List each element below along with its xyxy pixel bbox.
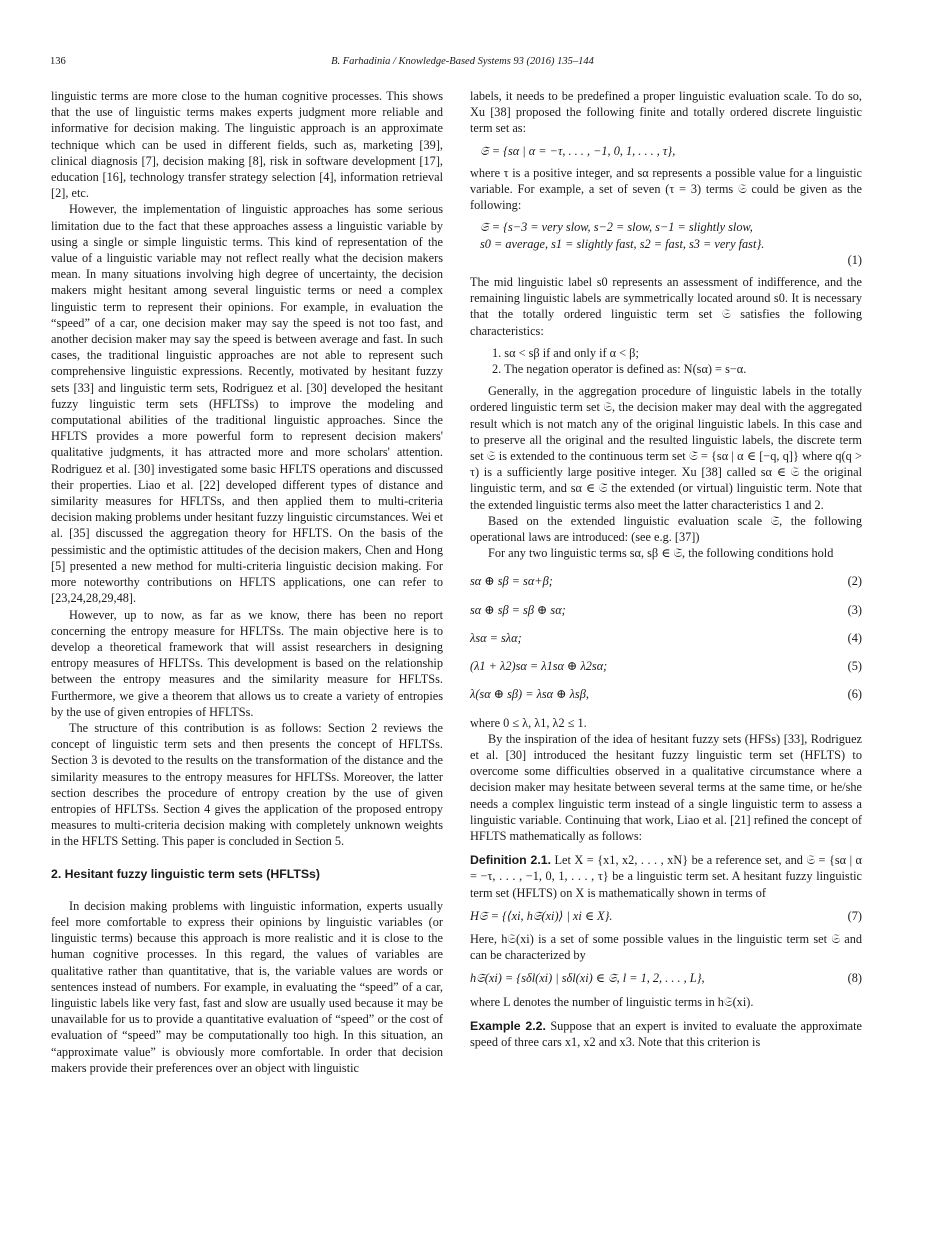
example [470, 1018, 862, 1050]
paragraph: Here, h𝔖(xi) is a set of some possible values in the linguistic term set 𝔖 and can be characterized by [470, 931, 862, 963]
definition [470, 852, 862, 901]
equation-number: (3) [847, 602, 862, 617]
equation-number: (8) [847, 971, 862, 986]
equation-number: (6) [847, 687, 862, 702]
equation-number: (4) [847, 630, 862, 645]
equation-number: (2) [847, 574, 862, 589]
equation-3 [470, 602, 862, 618]
paragraph: Based on the extended linguistic evaluation scale 𝔖̄, the following operational laws are introduced: (see e.g. [37]) [470, 513, 862, 545]
equation-8 [470, 970, 862, 986]
paragraph: By the inspiration of the idea of hesitant fuzzy sets (HFSs) [33], Rodriguez et al. [30] introduced the hesitant fuzzy linguistic term set (HFLTS) to overcome some difficulties observed in a qualitative circumstance where a decision maker may hesitate between several terms at the same time, or he/she needs a complex linguistic term instead of a single linguistic term to assess a linguistic variable. Continuing that work, Liao et al. [21] refined the concept of HFLTS mathematically as follows: [470, 731, 862, 843]
paragraph: where 0 ≤ λ, λ1, λ2 ≤ 1. [470, 715, 587, 730]
equation-7 [470, 908, 862, 924]
paragraph: labels, it needs to be predefined a proper linguistic evaluation scale. To do so, Xu [38] proposed the following finite and totally ordered discrete linguistic term set as: [470, 89, 862, 136]
paragraph: linguistic terms are more close to the human cognitive processes. This shows that the use of linguistic terms makes experts judgment more reliable and informative for decision making. The linguistic approach is an approximate technique which can be used in different fields, such as, marketing [39], clinical diagnosis [7], decision making [8], risk in software development [17], education [16], technology transfer strategy selection [4], information retrieval [2], etc. [51, 89, 443, 201]
paragraph: However, up to now, as far as we know, there has been no report concerning the entropy measure for HFLTSs. The main objective here is to develop a theoretical framework that will assist researchers in designing entropy measures of HFLTSs. This development is based on the relationship between the entropy measures and the similarity measure for HFLTSs. Furthermore, we give a theorem that allows us to create a variety of entropies by the use of given entropies of HFLTSs. [51, 607, 443, 719]
section-heading: 2. Hesitant fuzzy linguistic term sets (HFLTSs) [51, 866, 320, 881]
list-item: 2. The negation operator is defined as: N(sα) = s−α. [492, 362, 747, 377]
equation-1 [480, 219, 862, 268]
equation-term-set: 𝔖 = {sα | α = −τ, . . . , −1, 0, 1, . . . , τ}, [480, 143, 676, 158]
paragraph: For any two linguistic terms sα, sβ ∈ 𝔖̄, the following conditions hold [488, 546, 834, 561]
equation-line: 𝔖 = {s−3 = very slow, s−2 = slow, s−1 = slightly slow, [480, 220, 753, 235]
definition-text: Let X = {x1, x2, . . . , xN} be a reference set, and 𝔖 = {sα | α = −τ, . . . , −1, 0, 1, . . . , τ} be a linguistic term set. A hesitant fuzzy linguistic term set (HFLTS) on X is mathematically shown in terms of [470, 853, 862, 900]
list-item: 1. sα < sβ if and only if α < β; [492, 345, 639, 360]
equation-4 [470, 630, 862, 646]
paragraph: where τ is a positive integer, and sα represents a possible value for a linguistic variable. For example, a set of seven (τ = 3) terms 𝔖 could be given as the following: [470, 165, 862, 213]
equation-expr: sα ⊕ sβ = sα+β; [470, 574, 553, 589]
example-text: Suppose that an expert is invited to evaluate the approximate speed of three cars x1, x2 and x3. Note that this criterion is [470, 1018, 862, 1049]
characteristics-list [470, 345, 862, 377]
paragraph: where L denotes the number of linguistic terms in h𝔖(xi). [470, 994, 754, 1009]
equation-line: s0 = average, s1 = slightly fast, s2 = fast, s3 = very fast}. [480, 236, 765, 251]
paragraph: Generally, in the aggregation procedure of linguistic labels in the totally ordered linguistic term set 𝔖, the decision maker may deal with the aggregated result which is not match any of the original linguistic labels. In this case and to preserve all the original and the resulted linguistic labels, the discrete term set 𝔖 is extended to the continuous term set 𝔖̄ = {sα | α ∈ [−q, q]} where q(q > τ) is a sufficiently large positive integer. Xu [38] called sα ∈ 𝔖 the original linguistic term, and sα ∈ 𝔖̄ the extended (or virtual) linguistic term. Note that the extended linguistic terms also meet the latter characteristics 1 and 2. [470, 384, 862, 512]
equation-expr: H𝔖 = {⟨xi, h𝔖(xi)⟩ | xi ∈ X}. [470, 908, 613, 923]
left-column [51, 88, 443, 1076]
equation-number: (1) [847, 252, 862, 267]
paragraph: In decision making problems with linguistic information, experts usually feel more comfortable to express their opinions by linguistic variables (or linguistic terms) because this approach is more realistic and it is close to the human cognitive processes. In this regard, the values of variables are qualitative rather than quantitative, that is, the variable values are words or sentences instead of numbers. For example, in evaluating the “speed” of a car, linguistic labels like very fast, fast and slow are usually used because it may be unavailable for us to provide a quantitative evaluation of “speed” or the cost of evaluation of “speed” may be computationally too high. In this situation, an “approximate value” is obviously more comfortable. In order that decision makers provide their preferences over an object with linguistic [51, 898, 443, 1075]
paragraph: The structure of this contribution is as follows: Section 2 reviews the concept of linguistic term sets and then presents the concept of HFLTSs. Section 3 is devoted to the results on the transformation of the distance and the similarity measures to the entropy measures for HFLTSs. Moreover, the latter section describes the procedure of entropy creation by the use of given entropies of HFLTSs. Section 4 gives the application of the proposed entropy measures to multi-criteria decision making with completely unknown weights in the HFLTS Setting. This paper is concluded in Section 5. [51, 720, 443, 849]
equation-expr: λsα = sλα; [470, 630, 522, 645]
equation-5 [470, 658, 862, 674]
definition-heading: Definition 2.1. [470, 853, 552, 868]
paragraph: The mid linguistic label s0 represents an assessment of indifference, and the remaining linguistic labels are symmetrically located around s0. It is necessary that the totally ordered linguistic term set 𝔖 satisfies the following characteristics: [470, 275, 862, 338]
equation-expr: sα ⊕ sβ = sβ ⊕ sα; [470, 602, 566, 617]
equation-6 [470, 686, 862, 702]
paragraph: However, the implementation of linguistic approaches has some serious limitation due to the fact that these approaches assess a linguistic variable by using a single or simple linguistic terms. This kind of representation of the value of a linguistic variable may not reflect really what the decision makers mean. In many situations involving high degree of uncertainty, the decision makers might hesitant among several linguistic terms or need a complex linguistic term to represent their opinions. For example, in evaluation the “speed” of a car, one decision maker may say the speed is not too fast, and another decision maker may say the speed is between average and fast. In such cases, the traditional linguistic approaches are not able to represent such comprehensive linguistic expressions. Recently, motivated by hesitant fuzzy sets [33] and linguistic term sets, Rodriguez et al. [30] developed the hesitant fuzzy linguistic term sets (HFLTSs) to improve the modeling and computational abilities of the traditional linguistic approaches. Since the HFLTS provides a more powerful form to represent decision makers' qualitative judgments, it has attracted more and more scholars' attention. Rodriguez et al. [30] investigated some basic HFLTS operations and discussed their properties. Liao et al. [22] developed different types of distance and similarity measures for HFLTSs, and then applied them to multi-criteria decision making problems under hesitant fuzzy linguistic circumstances. Wei et al. [35] discussed the aggregation theory for HFLTS. On the basis of the pessimistic and the optimistic attitudes of the decision makers, Chen and Hong [5] presented a new method for multi-criteria linguistic decision making. For more noteworthy contributions on HFLTS applications, one can refer to [23,24,28,29,48]. [51, 202, 443, 606]
running-header: B. Farhadinia / Knowledge-Based Systems 93 (2016) 135–144 [331, 56, 594, 67]
equation-expr: (λ1 + λ2)sα = λ1sα ⊕ λ2sα; [470, 659, 608, 674]
right-column [470, 88, 862, 1050]
equation-expr: λ(sα ⊕ sβ) = λsα ⊕ λsβ, [470, 687, 589, 702]
equation-number: (5) [847, 659, 862, 674]
page-number: 136 [50, 56, 66, 67]
equation-number: (7) [847, 908, 862, 923]
equation-expr: h𝔖(xi) = {sδl(xi) | sδl(xi) ∈ 𝔖, l = 1, 2, . . . , L}, [470, 971, 705, 986]
example-heading: Example 2.2. [470, 1018, 546, 1033]
equation-2 [470, 573, 862, 589]
